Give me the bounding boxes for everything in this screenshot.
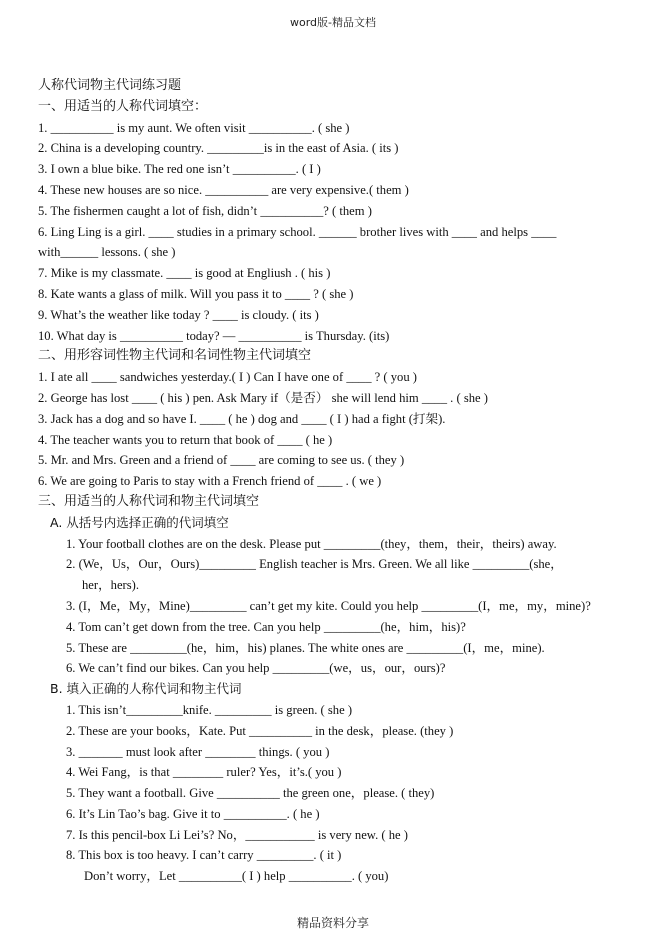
- exercise-line: 5. They want a football. Give __________ the green one，please. ( they): [66, 786, 435, 801]
- exercise-line: 5. The fishermen caught a lot of fish, didn’t __________? ( them ): [38, 203, 372, 218]
- part-b-heading: B. 填入正确的人称代词和物主代词: [50, 681, 242, 697]
- exercise-line: 5. These are _________(he，him，his) planes. The white ones are _________(I，me，mine).: [66, 640, 545, 655]
- exercise-line: 3. I own a blue bike. The red one isn’t __________. ( I ): [38, 162, 321, 177]
- exercise-line: 7. Is this pencil-box Li Lei’s? No，___________ is very new. ( he ): [66, 827, 408, 842]
- exercise-line: Don’t worry，Let __________( I ) help __________. ( you): [84, 869, 389, 884]
- exercise-line: 2. These are your books，Kate. Put __________ in the desk，please. (they ): [66, 723, 454, 738]
- worksheet-title: 人称代词物主代词练习题: [38, 78, 182, 93]
- exercise-line: 2. George has lost ____ ( his ) pen. Ask Mary if（是否） she will lend him ____ . ( she ): [38, 390, 488, 405]
- exercise-line: 8. This box is too heavy. I can’t carry _________. ( it ): [66, 848, 342, 863]
- exercise-line: 1. Your football clothes are on the desk. Please put _________(they，them，their，theirs) away.: [66, 536, 557, 551]
- exercise-line: 5. Mr. and Mrs. Green and a friend of ____ are coming to see us. ( they ): [38, 453, 405, 468]
- exercise-line: 6. We can’t find our bikes. Can you help _________(we，us，our，ours)?: [66, 661, 446, 676]
- exercise-line: 3. Jack has a dog and so have I. ____ ( he ) dog and ____ ( I ) had a fight (打架).: [38, 411, 446, 426]
- page-header: word版-精品文档: [289, 16, 376, 29]
- exercise-line: 4. The teacher wants you to return that book of ____ ( he ): [38, 432, 333, 447]
- section-3-heading: 三、用适当的人称代词和物主代词填空: [38, 493, 260, 509]
- exercise-line: 3. _______ must look after ________ things. ( you ): [66, 744, 330, 759]
- exercise-line: with______ lessons. ( she ): [38, 245, 176, 260]
- section-1-heading: 一、用适当的人称代词填空：: [38, 98, 208, 114]
- page-footer: 精品资料分享: [296, 916, 369, 930]
- exercise-line: her，hers).: [82, 578, 139, 593]
- exercise-line: 3. (I，Me，My，Mine)_________ can’t get my kite. Could you help _________(I，me，my，mine)?: [66, 598, 591, 613]
- section-2-heading: 二、用形容词性物主代词和名词性物主代词填空: [38, 348, 312, 364]
- exercise-line: 4. These new houses are so nice. __________ are very expensive.( them ): [38, 182, 409, 197]
- exercise-line: 1. I ate all ____ sandwiches yesterday.( I ) Can I have one of ____ ? ( you ): [38, 370, 417, 385]
- worksheet-body: [38, 76, 638, 887]
- exercise-line: 7. Mike is my classmate. ____ is good at Engliush . ( his ): [38, 266, 331, 281]
- exercise-line: 2. (We，Us，Our，Ours)_________ English teacher is Mrs. Green. We all like _________(she，: [66, 557, 563, 572]
- exercise-line: 1. __________ is my aunt. We often visit __________. ( she ): [38, 120, 350, 135]
- exercise-line: 6. We are going to Paris to stay with a French friend of ____ . ( we ): [38, 474, 382, 489]
- exercise-line: 9. What’s the weather like today ? ____ is cloudy. ( its ): [38, 307, 319, 322]
- exercise-line: 1. This isn’t_________knife. _________ is green. ( she ): [66, 702, 353, 717]
- exercise-line: 6. Ling Ling is a girl. ____ studies in a primary school. ______ brother lives with ____ and helps ____: [38, 224, 557, 239]
- exercise-line: 4. Wei Fang，is that ________ ruler? Yes，it’s.( you ): [66, 765, 342, 780]
- exercise-line: 4. Tom can’t get down from the tree. Can you help _________(he，him，his)?: [66, 619, 466, 634]
- exercise-line: 8. Kate wants a glass of milk. Will you pass it to ____ ? ( she ): [38, 286, 354, 301]
- exercise-line: 10. What day is __________ today? — __________ is Thursday. (its): [38, 328, 390, 343]
- exercise-line: 2. China is a developing country. _________is in the east of Asia. ( its ): [38, 141, 399, 156]
- part-a-heading: A. 从括号内选择正确的代词填空: [50, 514, 229, 530]
- exercise-line: 6. It’s Lin Tao’s bag. Give it to __________. ( he ): [66, 806, 320, 821]
